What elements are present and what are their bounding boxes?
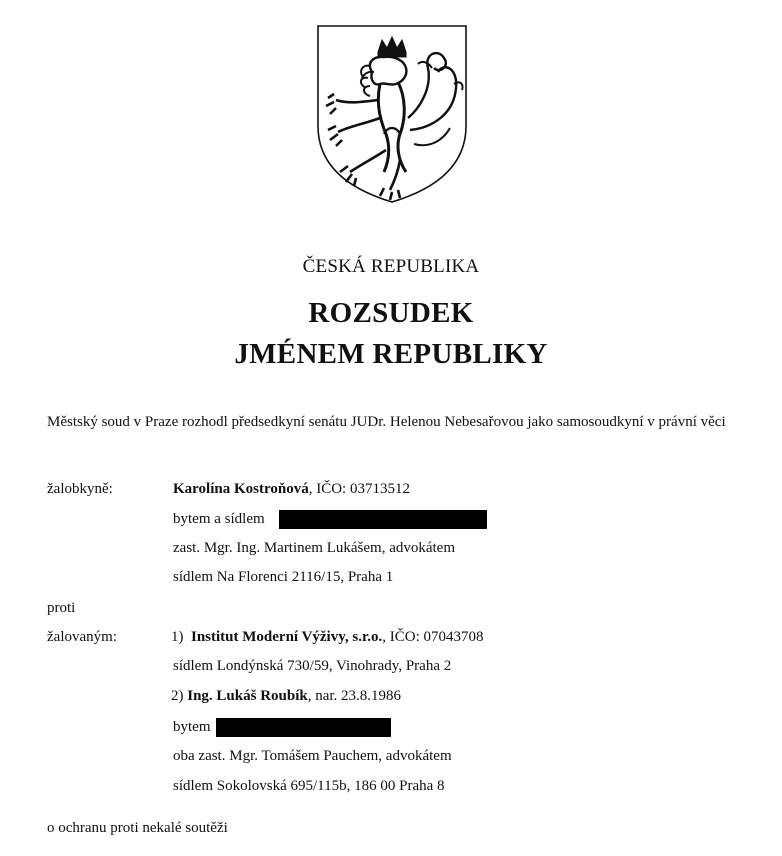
- defendant-2-number: 2): [171, 688, 184, 704]
- defendant-1-name: Institut Moderní Výživy, s.r.o.: [191, 629, 383, 645]
- plaintiff-line: [173, 480, 410, 498]
- defendant-1-line: [171, 628, 484, 646]
- defendants-role-label: žalovaným:: [47, 629, 117, 645]
- plaintiff-name: Karolína Kostroňová: [173, 481, 309, 497]
- plaintiff-representative: zast. Mgr. Ing. Martinem Lukášem, advokátem: [173, 540, 456, 556]
- versus-label: proti: [47, 600, 76, 616]
- intro-paragraph: Městský soud v Praze rozhodl předsedkyní senátu JUDr. Helenou Nebesařovou jako samosoudkyní v právní věci: [47, 414, 726, 430]
- redacted-address-bar: [279, 510, 487, 529]
- plaintiff-representative-seat: sídlem Na Florenci 2116/15, Praha 1: [173, 569, 394, 585]
- plaintiff-residence-label: bytem a sídlem: [173, 511, 265, 527]
- defendant-1-seat: sídlem Londýnská 730/59, Vinohrady, Praha 2: [173, 658, 452, 674]
- defendant-2-line: [171, 687, 401, 705]
- case-subject: o ochranu proti nekalé soutěži: [47, 820, 228, 836]
- document-title: ROZSUDEK: [308, 297, 474, 329]
- czech-lion-emblem: [314, 22, 470, 204]
- plaintiff-ico: , IČO: 03713512: [308, 481, 410, 497]
- plaintiff-role-label: žalobkyně:: [47, 481, 113, 497]
- defendants-representative-seat: sídlem Sokolovská 695/115b, 186 00 Praha 8: [173, 778, 445, 794]
- state-name: ČESKÁ REPUBLIKA: [302, 256, 480, 277]
- defendant-1-number: 1): [171, 629, 184, 645]
- redacted-address-bar: [216, 718, 391, 737]
- defendant-2-name: Ing. Lukáš Roubík: [187, 688, 308, 704]
- defendant-1-ico: , IČO: 07043708: [382, 629, 484, 645]
- defendant-2-residence-label: bytem: [173, 719, 211, 735]
- document-subtitle: JMÉNEM REPUBLIKY: [234, 338, 548, 370]
- defendant-2-birth: , nar. 23.8.1986: [307, 688, 402, 704]
- defendants-representative: oba zast. Mgr. Tomášem Pauchem, advokátem: [173, 748, 452, 764]
